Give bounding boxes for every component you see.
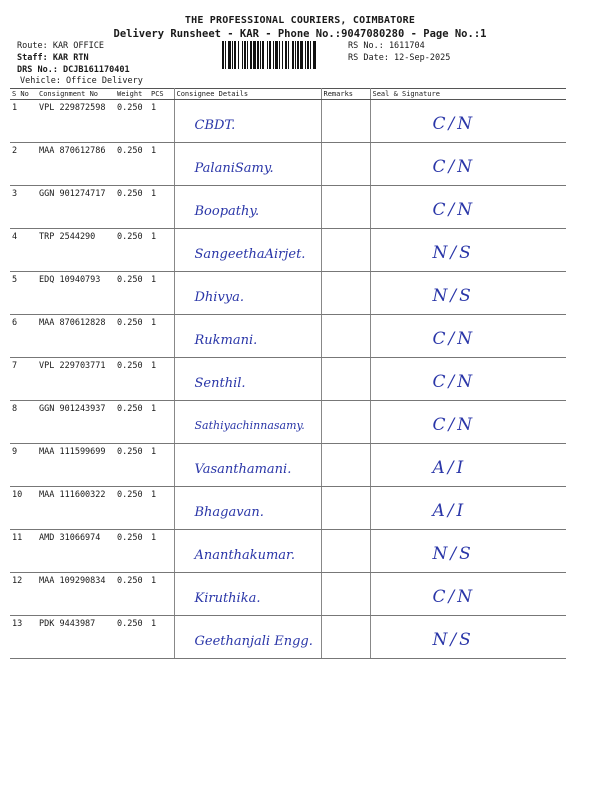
- cell-signature: [370, 186, 566, 229]
- col-header-signature: Seal & Signature: [370, 89, 566, 100]
- cell-consignee: [174, 444, 321, 487]
- cell-sno: 4: [10, 229, 37, 272]
- cell-signature: [370, 358, 566, 401]
- cell-sno: 6: [10, 315, 37, 358]
- table-row: [10, 143, 566, 186]
- table-header-row: [10, 89, 566, 100]
- cell-weight: 0.250: [115, 401, 149, 444]
- handwritten-consignee: Bhagavan.: [194, 505, 264, 520]
- cell-consignment-no: VPL 229703771: [37, 358, 115, 401]
- barcode-image: [222, 41, 344, 69]
- table-row: [10, 487, 566, 530]
- cell-signature: [370, 487, 566, 530]
- cell-remarks: [321, 315, 370, 358]
- cell-signature: [370, 573, 566, 616]
- cell-sno: 3: [10, 186, 37, 229]
- cell-remarks: [321, 229, 370, 272]
- cell-signature: [370, 315, 566, 358]
- handwritten-consignee: CBDT.: [194, 118, 236, 133]
- cell-sno: 1: [10, 100, 37, 143]
- cell-consignee: [174, 229, 321, 272]
- cell-remarks: [321, 487, 370, 530]
- col-header-consignment: Consignment No: [37, 89, 115, 100]
- cell-consignee: [174, 100, 321, 143]
- cell-consignee: [174, 272, 321, 315]
- cell-signature: [370, 444, 566, 487]
- cell-consignment-no: MAA 870612828: [37, 315, 115, 358]
- cell-consignment-no: EDQ 10940793: [37, 272, 115, 315]
- table-row: [10, 100, 566, 143]
- handwritten-status: C/N: [432, 415, 476, 435]
- cell-consignee: [174, 530, 321, 573]
- handwritten-status: A/I: [432, 458, 467, 478]
- table-row: [10, 315, 566, 358]
- cell-weight: 0.250: [115, 143, 149, 186]
- drs-number: DRS No.: DCJB161170401: [17, 65, 130, 75]
- cell-pcs: 1: [149, 530, 174, 573]
- table-row: [10, 530, 566, 573]
- col-header-pcs: PCS: [149, 89, 174, 100]
- cell-remarks: [321, 358, 370, 401]
- cell-pcs: 1: [149, 401, 174, 444]
- cell-weight: 0.250: [115, 573, 149, 616]
- cell-remarks: [321, 573, 370, 616]
- cell-consignee: [174, 315, 321, 358]
- route-label: Route: KAR OFFICE: [17, 41, 104, 51]
- cell-consignee: [174, 616, 321, 659]
- cell-signature: [370, 401, 566, 444]
- cell-signature: [370, 229, 566, 272]
- cell-remarks: [321, 186, 370, 229]
- table-row: [10, 616, 566, 659]
- handwritten-consignee: Sathiyachinnasamy.: [194, 419, 305, 432]
- cell-sno: 9: [10, 444, 37, 487]
- cell-weight: 0.250: [115, 315, 149, 358]
- cell-consignee: [174, 573, 321, 616]
- table-row: [10, 272, 566, 315]
- handwritten-consignee: SangeethaAirjet.: [194, 247, 306, 262]
- col-header-remarks: Remarks: [321, 89, 370, 100]
- cell-consignee: [174, 487, 321, 530]
- cell-consignment-no: GGN 901274717: [37, 186, 115, 229]
- rs-number: RS No.: 1611704: [348, 41, 425, 51]
- handwritten-consignee: Vasanthamani.: [194, 462, 292, 477]
- cell-weight: 0.250: [115, 616, 149, 659]
- cell-pcs: 1: [149, 186, 174, 229]
- handwritten-status: N/S: [432, 544, 474, 564]
- cell-remarks: [321, 100, 370, 143]
- cell-weight: 0.250: [115, 358, 149, 401]
- handwritten-status: C/N: [432, 200, 476, 220]
- cell-weight: 0.250: [115, 272, 149, 315]
- cell-pcs: 1: [149, 272, 174, 315]
- handwritten-status: A/I: [432, 501, 467, 521]
- cell-remarks: [321, 401, 370, 444]
- cell-pcs: 1: [149, 616, 174, 659]
- staff-label: Staff: KAR RTN: [17, 53, 89, 63]
- cell-consignment-no: MAA 109290834: [37, 573, 115, 616]
- handwritten-status: C/N: [432, 114, 476, 134]
- cell-consignment-no: MAA 111599699: [37, 444, 115, 487]
- cell-signature: [370, 100, 566, 143]
- cell-consignment-no: PDK 9443987: [37, 616, 115, 659]
- cell-sno: 8: [10, 401, 37, 444]
- cell-remarks: [321, 143, 370, 186]
- handwritten-consignee: Geethanjali Engg.: [194, 634, 313, 649]
- cell-weight: 0.250: [115, 444, 149, 487]
- handwritten-status: N/S: [432, 630, 474, 650]
- cell-consignee: [174, 401, 321, 444]
- cell-weight: 0.250: [115, 100, 149, 143]
- cell-sno: 2: [10, 143, 37, 186]
- handwritten-consignee: Boopathy.: [194, 204, 260, 219]
- cell-remarks: [321, 530, 370, 573]
- handwritten-status: N/S: [432, 286, 474, 306]
- cell-remarks: [321, 616, 370, 659]
- company-title: THE PROFESSIONAL COURIERS, COIMBATORE: [184, 15, 416, 26]
- cell-sno: 5: [10, 272, 37, 315]
- cell-sno: 7: [10, 358, 37, 401]
- table-row: [10, 444, 566, 487]
- cell-sno: 10: [10, 487, 37, 530]
- cell-weight: 0.250: [115, 530, 149, 573]
- cell-consignee: [174, 143, 321, 186]
- col-header-sno: S No: [10, 89, 37, 100]
- handwritten-consignee: PalaniSamy.: [194, 161, 274, 176]
- cell-signature: [370, 616, 566, 659]
- cell-consignment-no: VPL 229872598: [37, 100, 115, 143]
- cell-consignment-no: AMD 31066974: [37, 530, 115, 573]
- table-row: [10, 358, 566, 401]
- handwritten-status: C/N: [432, 329, 476, 349]
- cell-consignment-no: MAA 111600322: [37, 487, 115, 530]
- table-row: [10, 186, 566, 229]
- cell-pcs: 1: [149, 444, 174, 487]
- handwritten-consignee: Kiruthika.: [194, 591, 261, 606]
- handwritten-consignee: Senthil.: [194, 376, 246, 391]
- handwritten-status: N/S: [432, 243, 474, 263]
- cell-sno: 12: [10, 573, 37, 616]
- table-row: [10, 229, 566, 272]
- col-header-weight: Weight: [115, 89, 149, 100]
- cell-consignment-no: MAA 870612786: [37, 143, 115, 186]
- cell-consignee: [174, 358, 321, 401]
- handwritten-consignee: Rukmani.: [194, 333, 258, 348]
- handwritten-status: C/N: [432, 157, 476, 177]
- cell-consignment-no: TRP 2544290: [37, 229, 115, 272]
- cell-weight: 0.250: [115, 229, 149, 272]
- runsheet-subtitle: Delivery Runsheet - KAR - Phone No.:9047080280 - Page No.:1: [113, 28, 487, 40]
- table-row: [10, 573, 566, 616]
- cell-weight: 0.250: [115, 186, 149, 229]
- cell-remarks: [321, 272, 370, 315]
- vehicle-label: Vehicle: Office Delivery: [20, 76, 143, 86]
- cell-pcs: 1: [149, 315, 174, 358]
- cell-pcs: 1: [149, 358, 174, 401]
- cell-sno: 13: [10, 616, 37, 659]
- cell-consignee: [174, 186, 321, 229]
- cell-signature: [370, 272, 566, 315]
- handwritten-status: C/N: [432, 372, 476, 392]
- cell-remarks: [321, 444, 370, 487]
- cell-consignment-no: GGN 901243937: [37, 401, 115, 444]
- cell-pcs: 1: [149, 100, 174, 143]
- handwritten-status: C/N: [432, 587, 476, 607]
- handwritten-consignee: Dhivya.: [194, 290, 245, 305]
- rs-date: RS Date: 12-Sep-2025: [348, 53, 451, 63]
- cell-weight: 0.250: [115, 487, 149, 530]
- cell-pcs: 1: [149, 143, 174, 186]
- cell-signature: [370, 143, 566, 186]
- handwritten-consignee: Ananthakumar.: [194, 548, 295, 563]
- table-row: [10, 401, 566, 444]
- cell-pcs: 1: [149, 487, 174, 530]
- cell-pcs: 1: [149, 573, 174, 616]
- cell-signature: [370, 530, 566, 573]
- cell-pcs: 1: [149, 229, 174, 272]
- col-header-consignee: Consignee Details: [174, 89, 321, 100]
- runsheet-table: [10, 88, 566, 659]
- cell-sno: 11: [10, 530, 37, 573]
